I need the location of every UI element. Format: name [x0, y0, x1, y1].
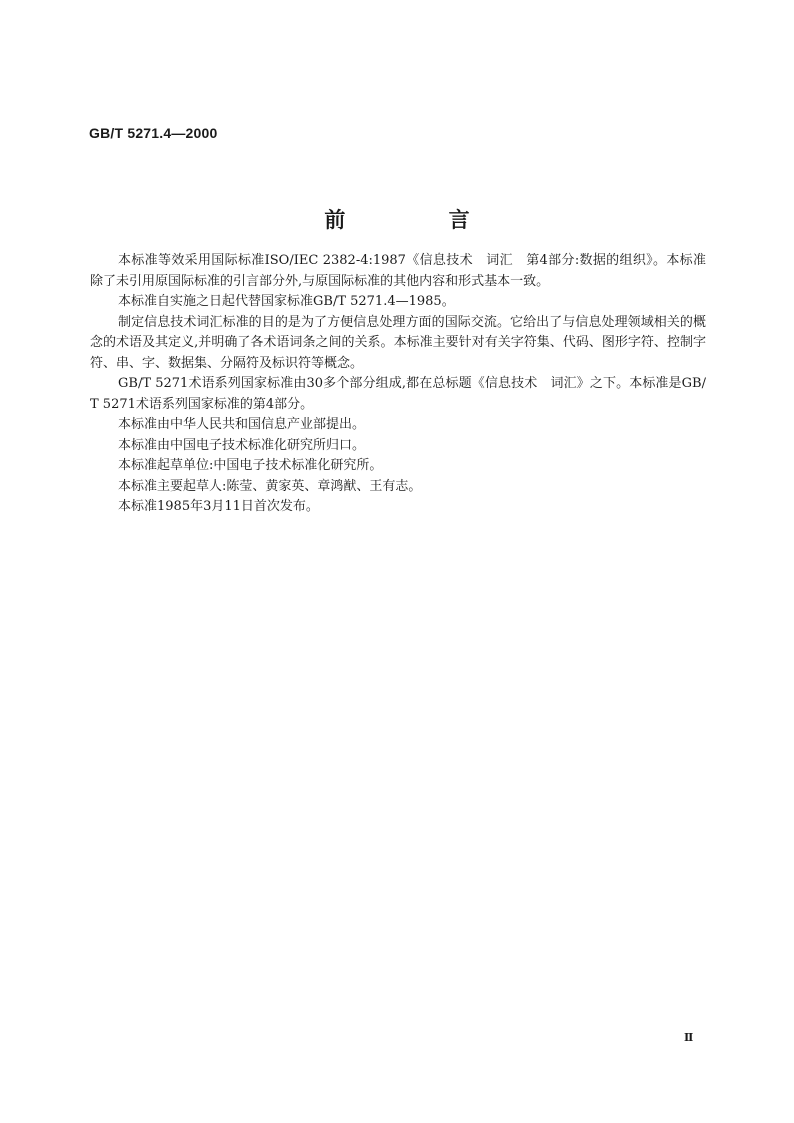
page-number: Ⅱ [684, 1031, 693, 1044]
paragraph-replaces: 本标准自实施之日起代替国家标准GB/T 5271.4—1985。 [118, 294, 455, 309]
paragraph-series: GB/T 5271术语系列国家标准由30多个部分组成,都在总标题《信息技术 词汇》之下。本标准是GB/T 5271术语系列国家标准的第4部分。 [90, 376, 706, 412]
paragraph-drafters: 本标准主要起草人:陈莹、黄家英、章鸿猷、王有志。 [118, 478, 422, 494]
paragraph-drafting-unit: 本标准起草单位:中国电子技术标准化研究所。 [118, 458, 383, 473]
page-title: 前 言 [324, 208, 518, 232]
paragraph-proposed-by: 本标准由中华人民共和国信息产业部提出。 [118, 417, 366, 432]
paragraph-equivalence: 本标准等效采用国际标准ISO/IEC 2382-4:1987《信息技术 词汇 第4部分:数据的组织》。本标准除了未引用原国际标准的引言部分外,与原国际标准的其他内容和形式基本一致。 [90, 253, 706, 289]
paragraph-managed-by: 本标准由中国电子技术标准化研究所归口。 [118, 437, 366, 453]
standard-code: GB/T 5271.4—2000 [89, 125, 218, 141]
paragraph-purpose: 制定信息技术词汇标准的目的是为了方便信息处理方面的国际交流。它给出了与信息处理领域相关的概念的术语及其定义,并明确了各术语词条之间的关系。本标准主要针对有关字符集、代码、图形字符、控制字符、串、字、数据集、分隔符及标识符等概念。 [90, 314, 706, 371]
paragraph-first-issued: 本标准1985年3月11日首次发布。 [118, 499, 319, 514]
foreword-body [90, 251, 706, 518]
